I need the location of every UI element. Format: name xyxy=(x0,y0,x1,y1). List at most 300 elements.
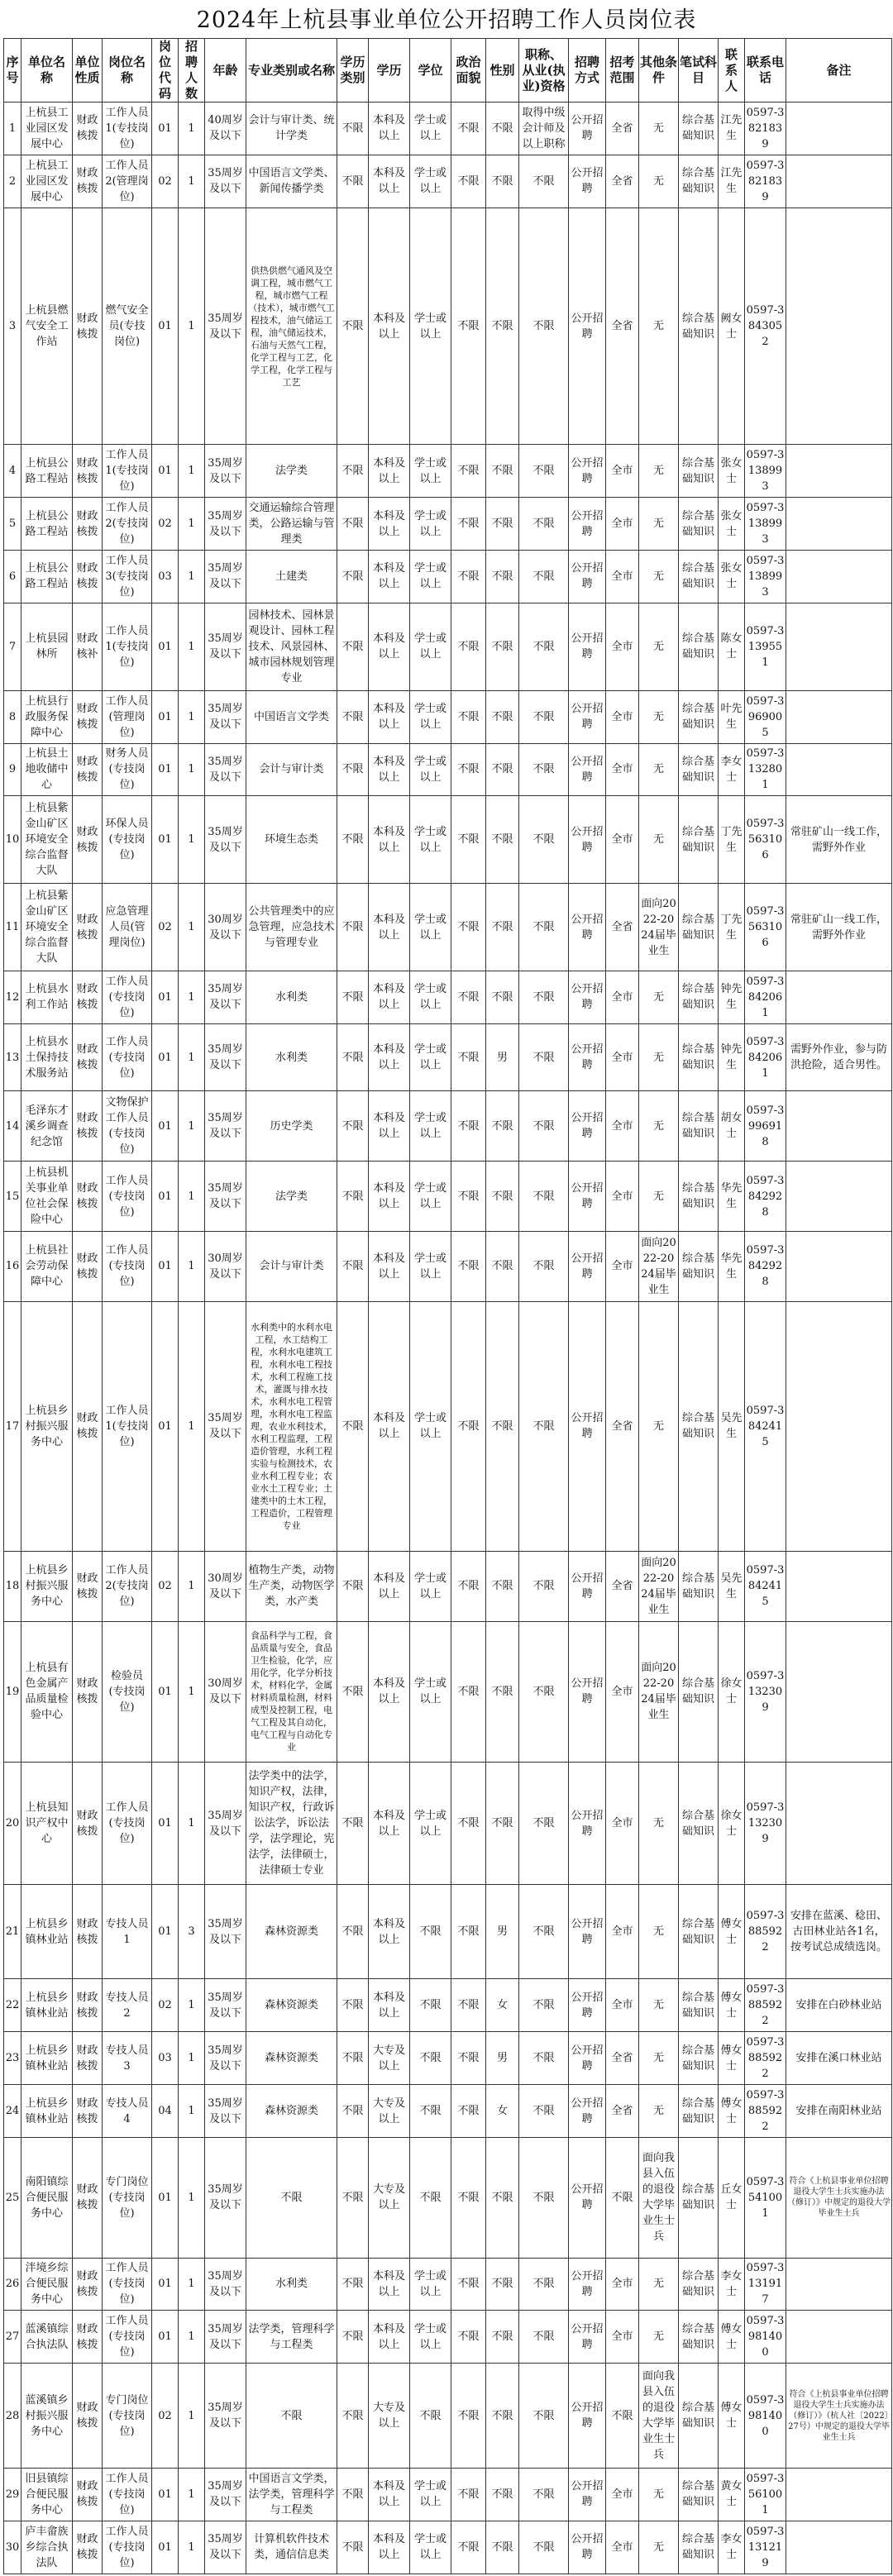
education-type: 不限 xyxy=(337,103,369,155)
qualification: 不限 xyxy=(519,2364,569,2469)
exam-subject: 综合基础知识 xyxy=(679,690,719,743)
post-code: 01 xyxy=(152,1763,179,1885)
remarks xyxy=(786,445,892,498)
post-name: 专门岗位(专技岗位) xyxy=(103,2364,152,2469)
age-limit: 35周岁及以下 xyxy=(205,2311,246,2364)
exam-subject: 综合基础知识 xyxy=(679,2311,719,2364)
unit-nature: 财政核拨 xyxy=(73,2258,103,2311)
contact-person: 江先生 xyxy=(719,103,745,155)
row-number: 29 xyxy=(4,2469,21,2521)
contact-person: 李女士 xyxy=(719,2258,745,2311)
education: 大专及以上 xyxy=(369,2364,410,2469)
major: 水利类中的水利水电工程，水工结构工程，水利水电建筑工程，水利水电工程技术，水利工程施工技术，灌溉与排水技术，水利水电工程管理，水利水电工程监理，农业水利技术，水利工程监理，工程造价管理，水利工程实验与检测技术，农业水利工程专业；农业水土工程专业；土建类中的土木工程，工程造价，工程管理专业 xyxy=(246,1301,337,1551)
table-row xyxy=(4,2258,892,2311)
column-header: 笔试科目 xyxy=(679,39,719,103)
remarks: 安排在南阳林业站 xyxy=(786,2085,892,2138)
row-number: 25 xyxy=(4,2138,21,2258)
remarks xyxy=(786,498,892,551)
degree: 学士或以上 xyxy=(410,551,451,603)
table-row xyxy=(4,603,892,690)
contact-phone: 0597-3561001 xyxy=(745,2469,786,2521)
remarks: 需野外作业，参与防洪抢险，适合男性。 xyxy=(786,1023,892,1091)
education: 本科及以上 xyxy=(369,103,410,155)
other-conditions: 无 xyxy=(639,551,679,603)
education-type: 不限 xyxy=(337,971,369,1023)
unit-nature: 财政核拨 xyxy=(73,1763,103,1885)
table-row xyxy=(4,498,892,551)
recruit-scope: 全市 xyxy=(606,1884,639,1979)
education-type: 不限 xyxy=(337,551,369,603)
other-conditions: 无 xyxy=(639,603,679,690)
other-conditions: 无 xyxy=(639,155,679,208)
education-type: 不限 xyxy=(337,2258,369,2311)
row-number: 14 xyxy=(4,1091,21,1162)
recruit-count: 1 xyxy=(179,603,205,690)
table-row xyxy=(4,796,892,884)
post-name: 专技人员4 xyxy=(103,2085,152,2138)
post-name: 工作人员1(专技岗位) xyxy=(103,603,152,690)
recruit-scope: 全市 xyxy=(606,2311,639,2364)
age-limit: 35周岁及以下 xyxy=(205,2032,246,2085)
column-header: 备注 xyxy=(786,39,892,103)
unit-nature: 财政核拨 xyxy=(73,1091,103,1162)
education: 大专及以上 xyxy=(369,2138,410,2258)
other-conditions: 无 xyxy=(639,208,679,444)
post-code: 01 xyxy=(152,1091,179,1162)
post-code: 01 xyxy=(152,743,179,796)
exam-subject: 综合基础知识 xyxy=(679,103,719,155)
column-header: 联系人 xyxy=(719,39,745,103)
degree: 不限 xyxy=(410,1979,451,2032)
education: 本科及以上 xyxy=(369,498,410,551)
major: 法学类，管理科学与工程类 xyxy=(246,2311,337,2364)
post-name: 工作人员2(专技岗位) xyxy=(103,1551,152,1621)
degree: 学士或以上 xyxy=(410,1763,451,1885)
column-header: 政治面貌 xyxy=(451,39,486,103)
contact-person: 陈女士 xyxy=(719,603,745,690)
degree: 学士或以上 xyxy=(410,208,451,444)
gender: 不限 xyxy=(486,1763,519,1885)
exam-subject: 综合基础知识 xyxy=(679,551,719,603)
table-row xyxy=(4,2521,892,2574)
major: 公共管理类中的应急管理，应急技术与管理专业 xyxy=(246,884,337,971)
unit-nature: 财政核拨 xyxy=(73,971,103,1023)
recruit-scope: 全省 xyxy=(606,1301,639,1551)
recruit-count: 1 xyxy=(179,1551,205,1621)
recruit-method: 公开招聘 xyxy=(569,2138,606,2258)
education: 本科及以上 xyxy=(369,445,410,498)
contact-person: 张女士 xyxy=(719,498,745,551)
remarks xyxy=(786,2258,892,2311)
exam-subject: 综合基础知识 xyxy=(679,1301,719,1551)
politics: 不限 xyxy=(451,1023,486,1091)
education: 本科及以上 xyxy=(369,551,410,603)
major: 计算机软件技术类，通信信息类 xyxy=(246,2521,337,2574)
contact-person: 傅女士 xyxy=(719,1979,745,2032)
politics: 不限 xyxy=(451,2311,486,2364)
contact-phone: 0597-3842415 xyxy=(745,1301,786,1551)
remarks xyxy=(786,2521,892,2574)
education-type: 不限 xyxy=(337,1162,369,1232)
post-code: 01 xyxy=(152,2311,179,2364)
row-number: 13 xyxy=(4,1023,21,1091)
recruit-count: 1 xyxy=(179,1979,205,2032)
recruit-scope: 全市 xyxy=(606,796,639,884)
table-row xyxy=(4,1763,892,1885)
other-conditions: 无 xyxy=(639,1162,679,1232)
recruit-count: 1 xyxy=(179,1301,205,1551)
degree: 学士或以上 xyxy=(410,2258,451,2311)
education: 本科及以上 xyxy=(369,603,410,690)
other-conditions: 无 xyxy=(639,1301,679,1551)
post-name: 应急管理人员(管理岗位) xyxy=(103,884,152,971)
post-name: 工作人员(专技岗位) xyxy=(103,971,152,1023)
other-conditions: 面向2022-2024届毕业生 xyxy=(639,1621,679,1763)
other-conditions: 无 xyxy=(639,2521,679,2574)
post-name: 文物保护工作人员(专技岗位) xyxy=(103,1091,152,1162)
column-header: 招聘人数 xyxy=(179,39,205,103)
education-type: 不限 xyxy=(337,796,369,884)
gender: 不限 xyxy=(486,1621,519,1763)
recruit-method: 公开招聘 xyxy=(569,155,606,208)
gender: 不限 xyxy=(486,1162,519,1232)
other-conditions: 无 xyxy=(639,1763,679,1885)
table-row xyxy=(4,1884,892,1979)
major: 会计与审计类 xyxy=(246,743,337,796)
degree: 学士或以上 xyxy=(410,796,451,884)
column-header: 其他条件 xyxy=(639,39,679,103)
politics: 不限 xyxy=(451,208,486,444)
education: 本科及以上 xyxy=(369,1551,410,1621)
contact-phone: 0597-3131917 xyxy=(745,2258,786,2311)
recruit-method: 公开招聘 xyxy=(569,690,606,743)
recruit-method: 公开招聘 xyxy=(569,498,606,551)
unit-name: 庐丰畲族乡综合执法队 xyxy=(21,2521,73,2574)
degree: 学士或以上 xyxy=(410,2469,451,2521)
age-limit: 30周岁及以下 xyxy=(205,1621,246,1763)
politics: 不限 xyxy=(451,603,486,690)
unit-name: 上杭县燃气安全工作站 xyxy=(21,208,73,444)
politics: 不限 xyxy=(451,2085,486,2138)
unit-name: 上杭县水土保持技术服务站 xyxy=(21,1023,73,1091)
recruit-scope: 不限 xyxy=(606,2364,639,2469)
contact-phone: 0597-3885922 xyxy=(745,1979,786,2032)
degree: 学士或以上 xyxy=(410,743,451,796)
contact-person: 黄女士 xyxy=(719,2469,745,2521)
recruit-method: 公开招聘 xyxy=(569,971,606,1023)
recruit-count: 1 xyxy=(179,498,205,551)
age-limit: 35周岁及以下 xyxy=(205,1301,246,1551)
contact-person: 吴先生 xyxy=(719,1551,745,1621)
table-row xyxy=(4,2311,892,2364)
major: 交通运输综合管理类，公路运输与管理类 xyxy=(246,498,337,551)
politics: 不限 xyxy=(451,1301,486,1551)
unit-name: 上杭县水利工作站 xyxy=(21,971,73,1023)
gender: 不限 xyxy=(486,2469,519,2521)
recruit-method: 公开招聘 xyxy=(569,1162,606,1232)
politics: 不限 xyxy=(451,2138,486,2258)
education-type: 不限 xyxy=(337,884,369,971)
page-title: 2024年上杭县事业单位公开招聘工作人员岗位表 xyxy=(196,7,697,33)
row-number: 21 xyxy=(4,1884,21,1979)
post-name: 财务人员(专技岗位) xyxy=(103,743,152,796)
row-number: 10 xyxy=(4,796,21,884)
recruit-scope: 全市 xyxy=(606,445,639,498)
recruit-count: 1 xyxy=(179,690,205,743)
age-limit: 35周岁及以下 xyxy=(205,2469,246,2521)
major: 土建类 xyxy=(246,551,337,603)
contact-person: 阙女士 xyxy=(719,208,745,444)
post-name: 检验员(专技岗位) xyxy=(103,1621,152,1763)
recruitment-table xyxy=(3,38,892,2574)
recruit-method: 公开招聘 xyxy=(569,1231,606,1301)
column-header: 学位 xyxy=(410,39,451,103)
contact-phone: 0597-3541001 xyxy=(745,2138,786,2258)
post-name: 工作人员(专技岗位) xyxy=(103,2258,152,2311)
post-name: 工作人员(专技岗位) xyxy=(103,1763,152,1885)
recruit-method: 公开招聘 xyxy=(569,1763,606,1885)
remarks xyxy=(786,2469,892,2521)
post-name: 工作人员3(专技岗位) xyxy=(103,551,152,603)
table-row xyxy=(4,103,892,155)
contact-phone: 0597-3842061 xyxy=(745,971,786,1023)
contact-phone: 0597-3981400 xyxy=(745,2364,786,2469)
recruit-count: 1 xyxy=(179,2085,205,2138)
politics: 不限 xyxy=(451,1884,486,1979)
row-number: 9 xyxy=(4,743,21,796)
column-header: 性别 xyxy=(486,39,519,103)
education-type: 不限 xyxy=(337,1551,369,1621)
contact-phone: 0597-3969005 xyxy=(745,690,786,743)
gender: 不限 xyxy=(486,445,519,498)
education: 本科及以上 xyxy=(369,2311,410,2364)
remarks: 常驻矿山一线工作，需野外作业 xyxy=(786,796,892,884)
education-type: 不限 xyxy=(337,1979,369,2032)
recruit-method: 公开招聘 xyxy=(569,2521,606,2574)
post-code: 01 xyxy=(152,1884,179,1979)
unit-name: 上杭县工业园区发展中心 xyxy=(21,103,73,155)
politics: 不限 xyxy=(451,2521,486,2574)
recruit-method: 公开招聘 xyxy=(569,603,606,690)
recruit-count: 1 xyxy=(179,208,205,444)
contact-person: 李女士 xyxy=(719,2521,745,2574)
remarks: 安排在溪口林业站 xyxy=(786,2032,892,2085)
education-type: 不限 xyxy=(337,2311,369,2364)
education-type: 不限 xyxy=(337,2138,369,2258)
qualification: 不限 xyxy=(519,2258,569,2311)
unit-name: 上杭县乡镇林业站 xyxy=(21,1884,73,1979)
table-row xyxy=(4,155,892,208)
gender: 不限 xyxy=(486,155,519,208)
contact-phone: 0597-3821839 xyxy=(745,155,786,208)
recruit-method: 公开招聘 xyxy=(569,1621,606,1763)
degree: 学士或以上 xyxy=(410,155,451,208)
major: 水利类 xyxy=(246,2258,337,2311)
post-code: 01 xyxy=(152,208,179,444)
recruit-count: 1 xyxy=(179,971,205,1023)
education: 本科及以上 xyxy=(369,208,410,444)
exam-subject: 综合基础知识 xyxy=(679,1023,719,1091)
qualification: 不限 xyxy=(519,1231,569,1301)
unit-name: 上杭县乡镇林业站 xyxy=(21,2085,73,2138)
contact-phone: 0597-3981400 xyxy=(745,2311,786,2364)
recruit-count: 1 xyxy=(179,2258,205,2311)
gender: 不限 xyxy=(486,551,519,603)
major: 植物生产类，动物生产类，动物医学类，水产类 xyxy=(246,1551,337,1621)
politics: 不限 xyxy=(451,1763,486,1885)
post-name: 工作人员1(专技岗位) xyxy=(103,445,152,498)
post-name: 工作人员(专技岗位) xyxy=(103,1231,152,1301)
column-header: 学历类别 xyxy=(337,39,369,103)
other-conditions: 无 xyxy=(639,1091,679,1162)
degree: 学士或以上 xyxy=(410,1091,451,1162)
recruit-scope: 全市 xyxy=(606,1162,639,1232)
recruit-scope: 全市 xyxy=(606,2521,639,2574)
unit-name: 上杭县社会劳动保障中心 xyxy=(21,1231,73,1301)
remarks xyxy=(786,603,892,690)
other-conditions: 面向我县入伍的退役大学毕业生士兵 xyxy=(639,2138,679,2258)
education-type: 不限 xyxy=(337,2032,369,2085)
contact-phone: 0597-3132801 xyxy=(745,743,786,796)
row-number: 8 xyxy=(4,690,21,743)
age-limit: 30周岁及以下 xyxy=(205,1551,246,1621)
age-limit: 35周岁及以下 xyxy=(205,1763,246,1885)
other-conditions: 面向2022-2024届毕业生 xyxy=(639,1231,679,1301)
column-header: 单位性质 xyxy=(73,39,103,103)
unit-name: 上杭县公路工程站 xyxy=(21,551,73,603)
column-header: 学历 xyxy=(369,39,410,103)
exam-subject: 综合基础知识 xyxy=(679,884,719,971)
post-code: 02 xyxy=(152,2364,179,2469)
recruit-scope: 不限 xyxy=(606,2138,639,2258)
recruit-method: 公开招聘 xyxy=(569,2085,606,2138)
post-code: 01 xyxy=(152,1301,179,1551)
recruit-count: 1 xyxy=(179,1091,205,1162)
remarks: 符合《上杭县事业单位招聘退役大学生士兵实施办法（修订）》中规定的退役大学毕业生士兵 xyxy=(786,2138,892,2258)
exam-subject: 综合基础知识 xyxy=(679,603,719,690)
exam-subject: 综合基础知识 xyxy=(679,796,719,884)
recruit-scope: 全市 xyxy=(606,690,639,743)
exam-subject: 综合基础知识 xyxy=(679,498,719,551)
post-code: 01 xyxy=(152,690,179,743)
contact-phone: 0597-3842928 xyxy=(745,1231,786,1301)
remarks xyxy=(786,155,892,208)
unit-name: 上杭县紫金山矿区环境安全综合监督大队 xyxy=(21,884,73,971)
contact-person: 华先生 xyxy=(719,1231,745,1301)
remarks xyxy=(786,971,892,1023)
unit-nature: 财政核拨 xyxy=(73,2469,103,2521)
recruit-scope: 全省 xyxy=(606,1551,639,1621)
contact-phone: 0597-3563106 xyxy=(745,796,786,884)
post-name: 工作人员2(管理岗位) xyxy=(103,155,152,208)
other-conditions: 无 xyxy=(639,971,679,1023)
politics: 不限 xyxy=(451,1621,486,1763)
unit-nature: 财政核拨 xyxy=(73,208,103,444)
unit-name: 南阳镇综合便民服务中心 xyxy=(21,2138,73,2258)
remarks xyxy=(786,1621,892,1763)
row-number: 26 xyxy=(4,2258,21,2311)
gender: 不限 xyxy=(486,2258,519,2311)
other-conditions: 无 xyxy=(639,2032,679,2085)
qualification: 不限 xyxy=(519,551,569,603)
major: 不限 xyxy=(246,2364,337,2469)
age-limit: 35周岁及以下 xyxy=(205,743,246,796)
remarks xyxy=(786,2311,892,2364)
column-header: 单位名称 xyxy=(21,39,73,103)
row-number: 28 xyxy=(4,2364,21,2469)
education: 本科及以上 xyxy=(369,690,410,743)
unit-name: 上杭县乡镇林业站 xyxy=(21,2032,73,2085)
recruit-scope: 全市 xyxy=(606,1979,639,2032)
recruit-scope: 全市 xyxy=(606,498,639,551)
gender: 不限 xyxy=(486,1301,519,1551)
unit-nature: 财政核拨 xyxy=(73,2364,103,2469)
gender: 不限 xyxy=(486,2138,519,2258)
recruit-method: 公开招聘 xyxy=(569,884,606,971)
remarks xyxy=(786,1091,892,1162)
degree: 学士或以上 xyxy=(410,2311,451,2364)
recruit-count: 1 xyxy=(179,796,205,884)
politics: 不限 xyxy=(451,884,486,971)
remarks xyxy=(786,103,892,155)
exam-subject: 综合基础知识 xyxy=(679,2085,719,2138)
gender: 不限 xyxy=(486,208,519,444)
recruit-method: 公开招聘 xyxy=(569,103,606,155)
education-type: 不限 xyxy=(337,1763,369,1885)
exam-subject: 综合基础知识 xyxy=(679,2469,719,2521)
qualification: 不限 xyxy=(519,1979,569,2032)
remarks xyxy=(786,1301,892,1551)
education-type: 不限 xyxy=(337,1023,369,1091)
recruit-scope: 全市 xyxy=(606,551,639,603)
row-number: 11 xyxy=(4,884,21,971)
post-name: 专技人员3 xyxy=(103,2032,152,2085)
unit-nature: 财政核拨 xyxy=(73,103,103,155)
contact-person: 张女士 xyxy=(719,551,745,603)
education-type: 不限 xyxy=(337,1884,369,1979)
other-conditions: 无 xyxy=(639,498,679,551)
age-limit: 35周岁及以下 xyxy=(205,2521,246,2574)
recruit-scope: 全市 xyxy=(606,1763,639,1885)
education-type: 不限 xyxy=(337,498,369,551)
politics: 不限 xyxy=(451,1091,486,1162)
gender: 不限 xyxy=(486,690,519,743)
unit-nature: 财政核补 xyxy=(73,603,103,690)
other-conditions: 面向2022-2024届毕业生 xyxy=(639,1551,679,1621)
post-code: 01 xyxy=(152,796,179,884)
recruit-scope: 全省 xyxy=(606,103,639,155)
age-limit: 35周岁及以下 xyxy=(205,2364,246,2469)
education-type: 不限 xyxy=(337,1621,369,1763)
exam-subject: 综合基础知识 xyxy=(679,2032,719,2085)
major: 中国语言文学类 xyxy=(246,690,337,743)
degree: 学士或以上 xyxy=(410,445,451,498)
exam-subject: 综合基础知识 xyxy=(679,1763,719,1885)
post-code: 02 xyxy=(152,884,179,971)
politics: 不限 xyxy=(451,743,486,796)
recruit-count: 1 xyxy=(179,2364,205,2469)
post-name: 工作人员(管理岗位) xyxy=(103,690,152,743)
major: 不限 xyxy=(246,2138,337,2258)
row-number: 16 xyxy=(4,1231,21,1301)
qualification: 不限 xyxy=(519,498,569,551)
other-conditions: 无 xyxy=(639,103,679,155)
row-number: 30 xyxy=(4,2521,21,2574)
qualification: 不限 xyxy=(519,1884,569,1979)
education-type: 不限 xyxy=(337,2364,369,2469)
column-header: 招聘方式 xyxy=(569,39,606,103)
unit-nature: 财政核拨 xyxy=(73,498,103,551)
